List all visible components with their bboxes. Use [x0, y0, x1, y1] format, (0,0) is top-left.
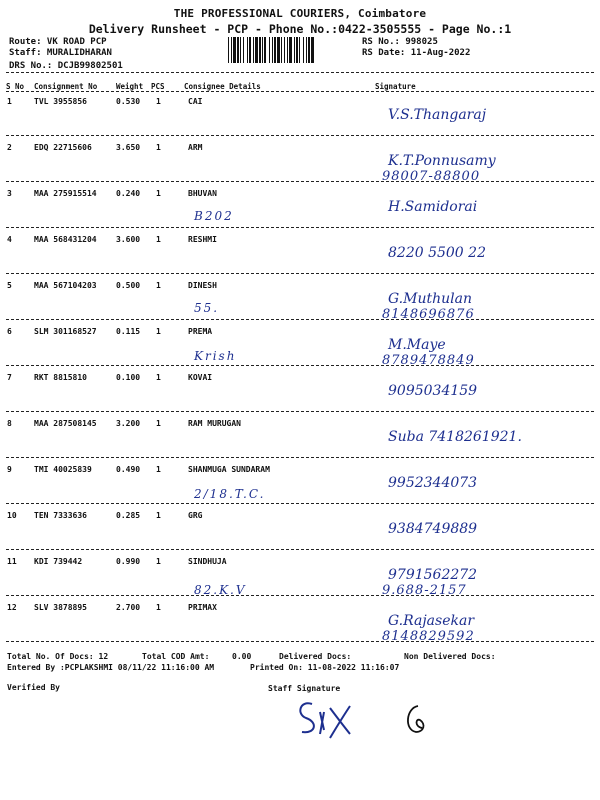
barcode	[228, 37, 354, 63]
rs-number: RS No.: 998025	[362, 37, 438, 47]
row-divider	[6, 457, 594, 458]
row-divider	[6, 641, 594, 642]
column-header-consignment: Consignment No	[34, 82, 98, 91]
row-sno: 10	[7, 511, 17, 520]
row-pcs: 1	[156, 465, 161, 474]
row-divider	[6, 411, 594, 412]
row-weight: 0.100	[116, 373, 141, 382]
row-consignment-no: MAA 568431204	[34, 235, 97, 244]
row-pcs: 1	[156, 557, 161, 566]
row-pcs: 1	[156, 419, 161, 428]
row-sno: 4	[7, 235, 12, 244]
row-consignment-no: SLV 3878895	[34, 603, 87, 612]
verified-by: Verified By	[7, 683, 60, 692]
staff-signature-image	[290, 690, 460, 746]
row-signature: 9384749889	[388, 521, 478, 537]
row-consignment-no: MAA 275915514	[34, 189, 97, 198]
row-consignment-no: TMI 40025839	[34, 465, 92, 474]
divider	[6, 91, 594, 92]
row-weight: 0.500	[116, 281, 141, 290]
row-signature-phone: 8789478849	[382, 353, 475, 368]
row-pcs: 1	[156, 511, 161, 520]
row-sno: 8	[7, 419, 12, 428]
row-consignment-no: SLM 301168527	[34, 327, 97, 336]
row-consignee: CAI	[188, 97, 203, 106]
row-handwritten-note: 2/18.T.C.	[194, 487, 266, 501]
row-consignee: PREMA	[188, 327, 213, 336]
column-header-sno: S No	[6, 82, 25, 91]
row-signature: 9095034159	[388, 383, 478, 399]
row-sno: 12	[7, 603, 17, 612]
row-pcs: 1	[156, 373, 161, 382]
row-signature: M.Maye	[388, 337, 446, 353]
row-handwritten-note: 55.	[194, 301, 220, 315]
row-consignment-no: EDQ 22715606	[34, 143, 92, 152]
row-weight: 0.240	[116, 189, 141, 198]
document-title: THE PROFESSIONAL COURIERS, Coimbatore	[173, 7, 427, 20]
row-weight: 0.530	[116, 97, 141, 106]
row-signature: G.Muthulan	[388, 291, 472, 307]
row-consignee: PRIMAX	[188, 603, 217, 612]
document-subtitle: Delivery Runsheet - PCP - Phone No.:0422-3505555 - Page No.:1	[88, 22, 512, 36]
row-weight: 0.285	[116, 511, 141, 520]
row-sno: 11	[7, 557, 17, 566]
row-weight: 2.700	[116, 603, 141, 612]
row-sno: 7	[7, 373, 12, 382]
row-pcs: 1	[156, 235, 161, 244]
row-pcs: 1	[156, 143, 161, 152]
row-sno: 5	[7, 281, 12, 290]
row-signature-phone: 98007-88800	[382, 169, 481, 184]
row-divider	[6, 273, 594, 274]
row-signature: 9791562272	[388, 567, 478, 583]
route: Route: VK ROAD PCP	[9, 37, 107, 47]
row-divider	[6, 319, 594, 320]
row-signature-phone: 8148696876	[382, 307, 475, 322]
row-sno: 3	[7, 189, 12, 198]
row-handwritten-note: B202	[194, 209, 234, 223]
column-header-signature: Signature	[375, 82, 416, 91]
row-consignee: SHANMUGA SUNDARAM	[188, 465, 270, 474]
row-weight: 3.650	[116, 143, 141, 152]
row-signature: 8220 5500 22	[388, 245, 486, 261]
row-weight: 0.990	[116, 557, 141, 566]
row-handwritten-note: Krish	[194, 349, 237, 363]
row-divider	[6, 227, 594, 228]
row-consignment-no: TVL 3955856	[34, 97, 87, 106]
rs-date: RS Date: 11-Aug-2022	[362, 48, 471, 58]
row-signature-phone: 8148829592	[382, 629, 475, 644]
row-sno: 9	[7, 465, 12, 474]
column-header-pcs: PCS	[151, 82, 165, 91]
column-header-weight: Weight	[116, 82, 144, 91]
row-signature: G.Rajasekar	[388, 613, 475, 629]
row-consignment-no: KDI 739442	[34, 557, 83, 566]
row-pcs: 1	[156, 97, 161, 106]
row-divider	[6, 595, 594, 596]
delivered-docs: Delivered Docs:	[279, 652, 352, 661]
row-pcs: 1	[156, 603, 161, 612]
row-sno: 6	[7, 327, 12, 336]
row-sno: 1	[7, 97, 12, 106]
column-header-consignee: Consignee Details	[184, 82, 261, 91]
row-divider	[6, 365, 594, 366]
row-consignee: RESHMI	[188, 235, 217, 244]
row-consignee: RAM MURUGAN	[188, 419, 241, 428]
row-weight: 3.200	[116, 419, 141, 428]
row-pcs: 1	[156, 189, 161, 198]
row-divider	[6, 549, 594, 550]
row-weight: 0.490	[116, 465, 141, 474]
total-docs: Total No. Of Docs: 12	[7, 652, 109, 661]
row-signature: 9952344073	[388, 475, 478, 491]
drs-number: DRS No.: DCJB99802501	[9, 61, 123, 71]
row-signature-phone: 9.688-2157	[382, 583, 467, 598]
row-weight: 0.115	[116, 327, 141, 336]
row-consignment-no: RKT 8815810	[34, 373, 87, 382]
row-divider	[6, 181, 594, 182]
non-delivered-docs: Non Delivered Docs:	[404, 652, 496, 661]
row-consignment-no: TEN 7333636	[34, 511, 87, 520]
row-consignee: DINESH	[188, 281, 217, 290]
row-handwritten-note: 82.K.V	[194, 583, 247, 597]
row-consignee: KOVAI	[188, 373, 213, 382]
row-weight: 3.600	[116, 235, 141, 244]
row-consignment-no: MAA 287508145	[34, 419, 97, 428]
row-signature: V.S.Thangaraj	[388, 107, 487, 123]
row-sno: 2	[7, 143, 12, 152]
row-consignee: ARM	[188, 143, 203, 152]
row-signature: H.Samidorai	[388, 199, 478, 215]
row-consignee: BHUVAN	[188, 189, 217, 198]
entered-by: Entered By :PCPLAKSHMI 08/11/22 11:16:00 AM	[7, 663, 215, 672]
row-consignment-no: MAA 567104203	[34, 281, 97, 290]
row-divider	[6, 503, 594, 504]
row-pcs: 1	[156, 281, 161, 290]
total-cod-label: Total COD Amt:	[142, 652, 210, 661]
row-pcs: 1	[156, 327, 161, 336]
staff-signature-label: Staff Signature	[268, 684, 341, 693]
total-cod-value: 0.00	[232, 652, 252, 661]
row-divider	[6, 135, 594, 136]
row-consignee: GRG	[188, 511, 203, 520]
staff: Staff: MURALIDHARAN	[9, 48, 112, 58]
row-signature: K.T.Ponnusamy	[388, 153, 496, 169]
row-consignee: SINDHUJA	[188, 557, 227, 566]
printed-on: Printed On: 11-08-2022 11:16:07	[250, 663, 400, 672]
row-signature: Suba 7418261921.	[388, 429, 522, 445]
divider	[6, 72, 594, 73]
